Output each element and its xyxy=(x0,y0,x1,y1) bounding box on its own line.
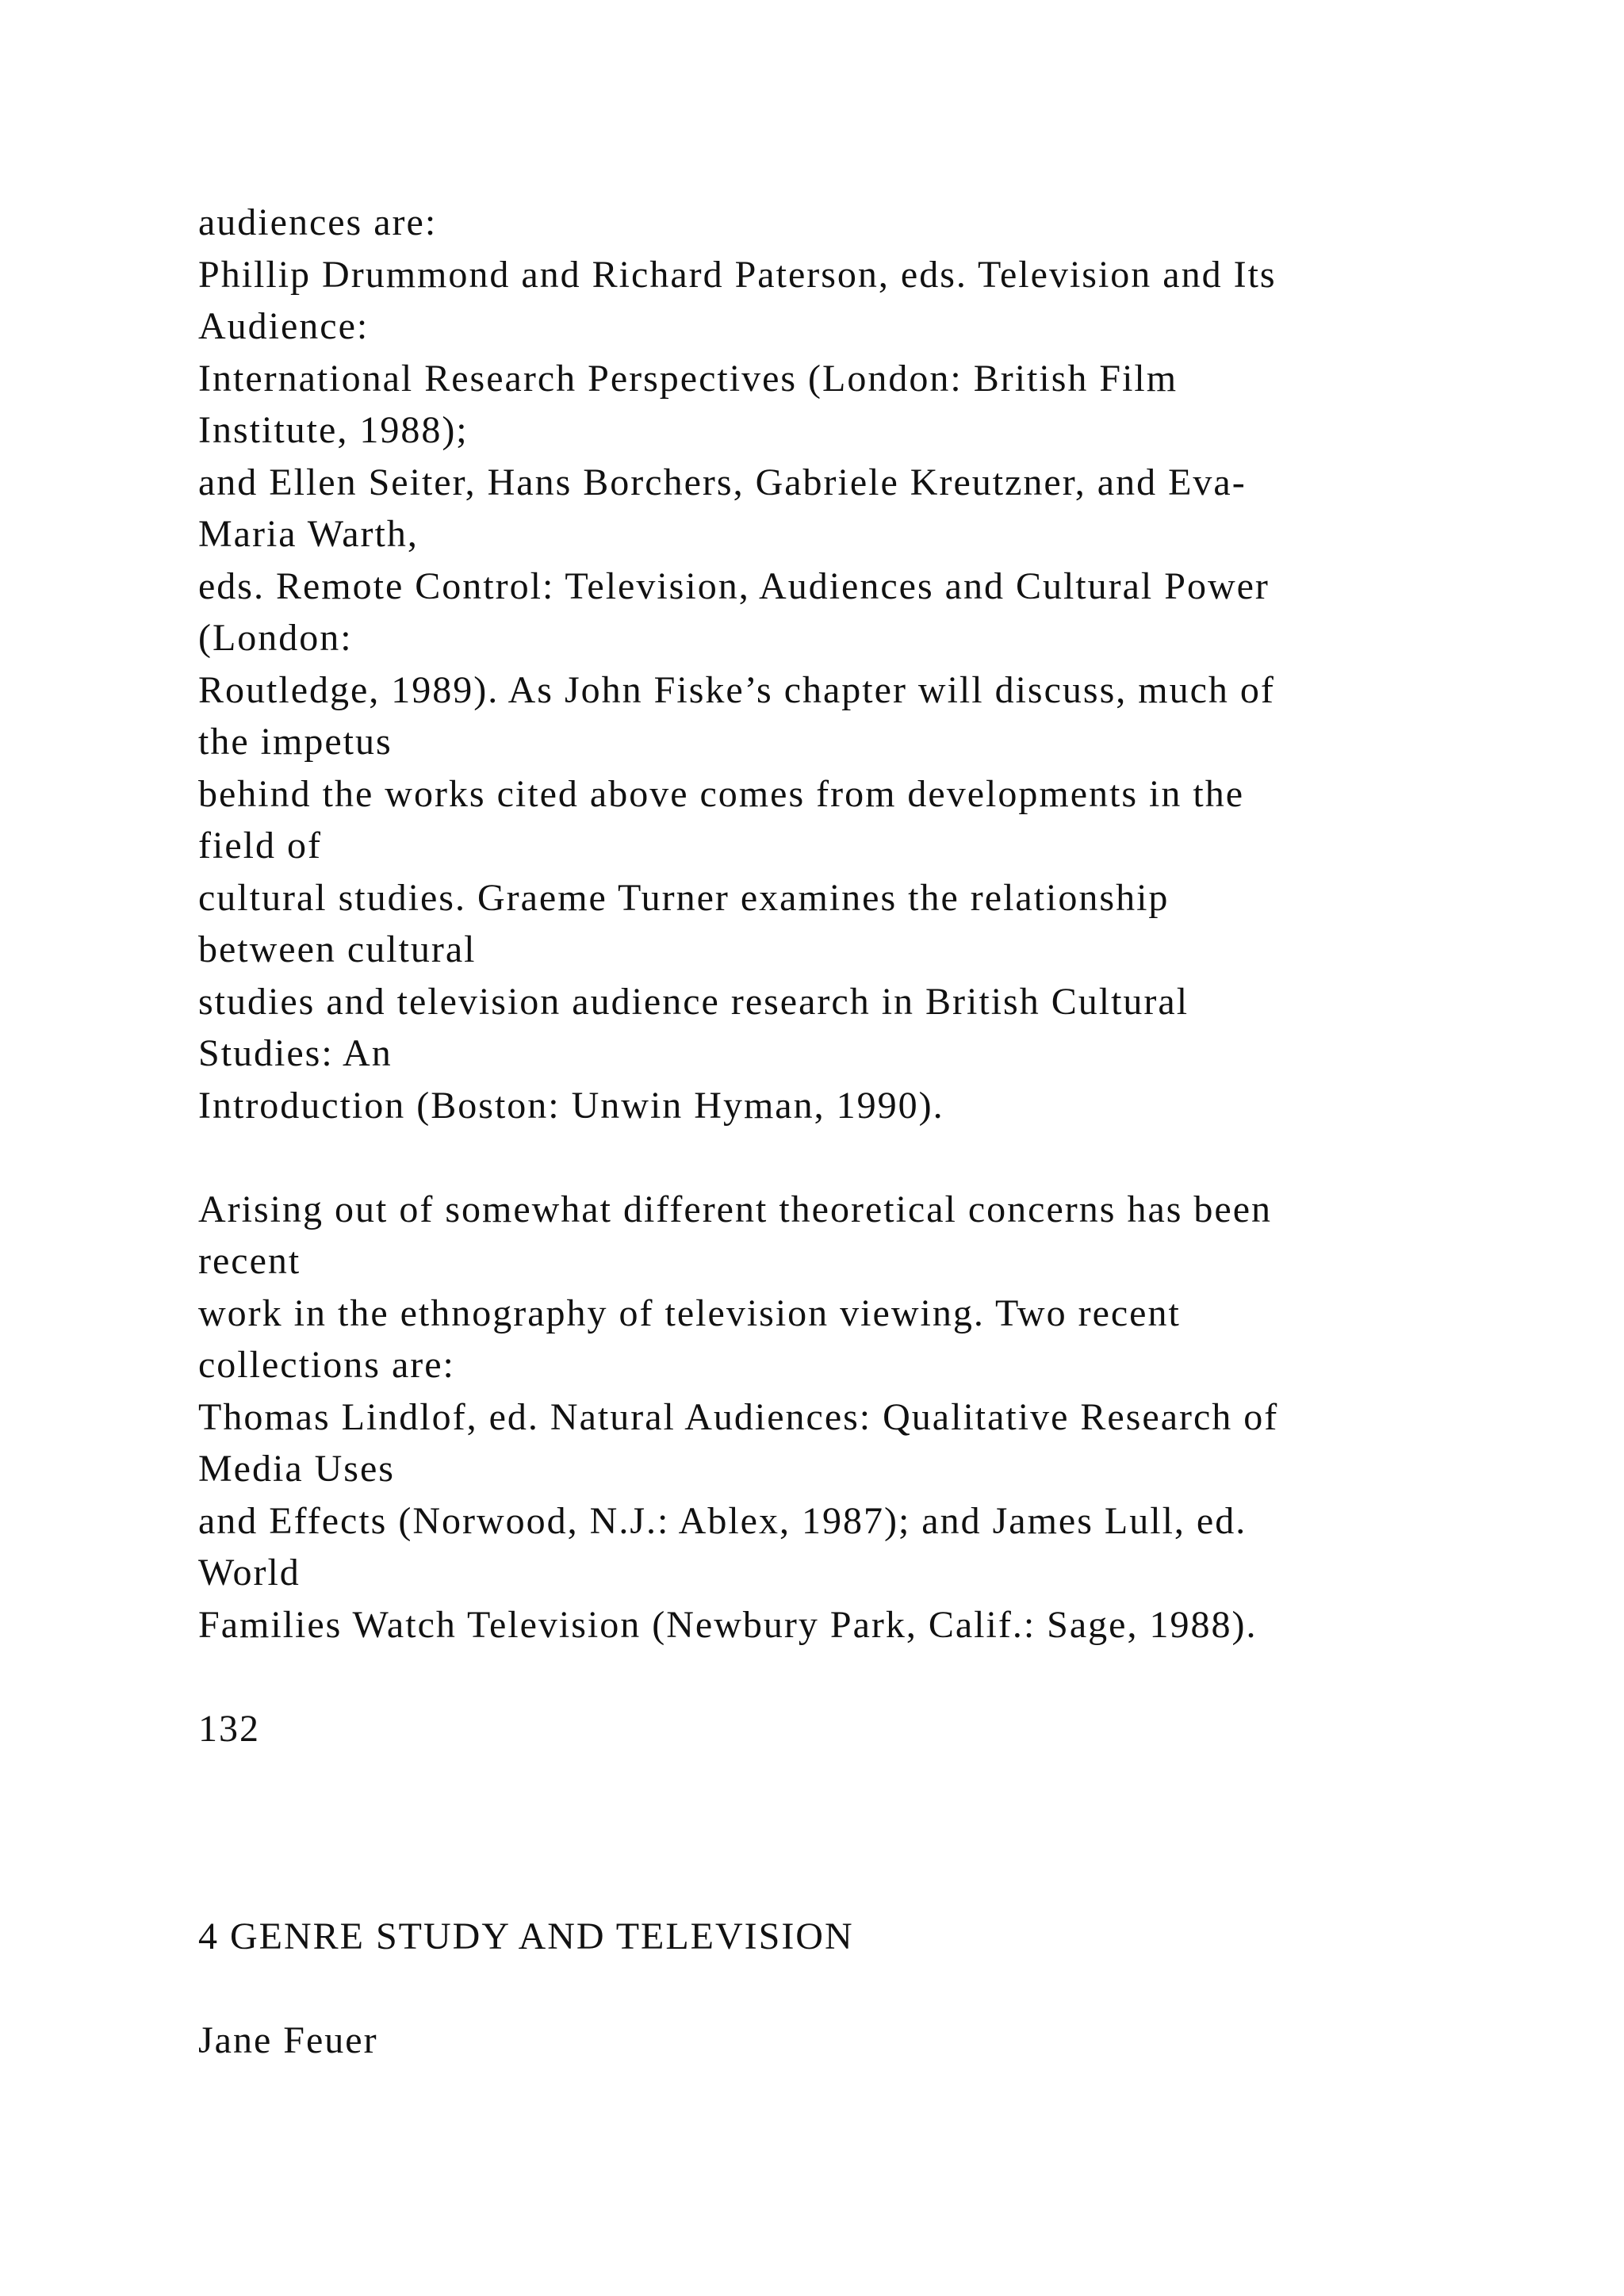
page-number: 132 xyxy=(198,1707,260,1750)
section-spacer xyxy=(198,1807,1546,1859)
text-line: Phillip Drummond and Richard Paterson, eds. Television and Its xyxy=(198,253,1277,296)
text-line: International Research Perspectives (London: British Film xyxy=(198,357,1178,400)
text-line: and Ellen Seiter, Hans Borchers, Gabriele Kreutzner, and Eva- xyxy=(198,461,1247,503)
text-line: the impetus xyxy=(198,721,393,763)
notes-paragraph-1 xyxy=(198,197,1546,1131)
text-line: collections are: xyxy=(198,1344,455,1386)
text-line: between cultural xyxy=(198,928,477,970)
section-spacer xyxy=(198,1755,1546,1807)
text-line: eds. Remote Control: Television, Audiences and Cultural Power xyxy=(198,564,1270,607)
document-body xyxy=(198,197,1546,2066)
text-line: Arising out of somewhat different theoretical concerns has been xyxy=(198,1188,1273,1230)
text-line: (London: xyxy=(198,617,353,659)
chapter-author: Jane Feuer xyxy=(198,2019,378,2061)
paragraph-spacer xyxy=(198,1131,1546,1184)
chapter-heading: 4 GENRE STUDY AND TELEVISION xyxy=(198,1915,854,1957)
heading-spacer xyxy=(198,1962,1546,2015)
text-line: Institute, 1988); xyxy=(198,409,469,451)
paragraph-spacer xyxy=(198,1651,1546,1703)
text-line: Thomas Lindlof, ed. Natural Audiences: Qualitative Research of xyxy=(198,1395,1279,1438)
text-line: Media Uses xyxy=(198,1448,395,1490)
text-line: studies and television audience research in British Cultural xyxy=(198,980,1189,1023)
text-line: Audience: xyxy=(198,305,370,347)
text-line: work in the ethnography of television viewing. Two recent xyxy=(198,1292,1181,1334)
notes-paragraph-2 xyxy=(198,1184,1546,1651)
text-line: behind the works cited above comes from developments in the xyxy=(198,772,1245,815)
text-line: Studies: An xyxy=(198,1032,393,1074)
text-line: Families Watch Television (Newbury Park, Calif.: Sage, 1988). xyxy=(198,1603,1258,1646)
text-line: and Effects (Norwood, N.J.: Ablex, 1987); and James Lull, ed. xyxy=(198,1499,1247,1542)
text-line: Routledge, 1989). As John Fiske’s chapter will discuss, much of xyxy=(198,668,1275,711)
section-spacer xyxy=(198,1858,1546,1911)
text-line: Maria Warth, xyxy=(198,513,419,555)
text-line: cultural studies. Graeme Turner examines the relationship xyxy=(198,876,1170,919)
text-line: field of xyxy=(198,825,322,867)
text-line: World xyxy=(198,1552,301,1594)
text-line: Introduction (Boston: Unwin Hyman, 1990). xyxy=(198,1084,944,1127)
text-line: recent xyxy=(198,1240,301,1282)
text-line: audiences are: xyxy=(198,201,438,243)
